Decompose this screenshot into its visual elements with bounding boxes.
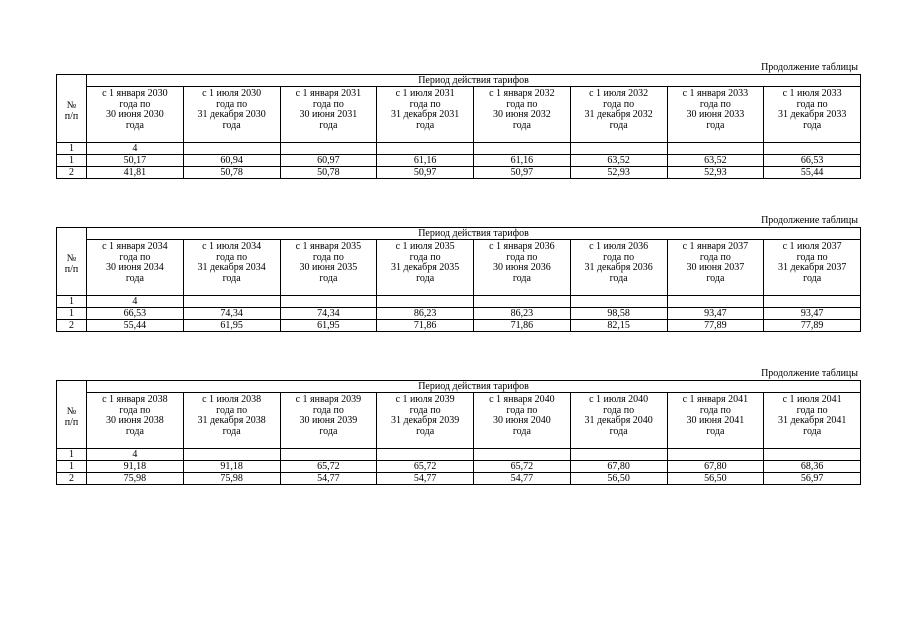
tariff-value-cell: 61,16 — [474, 155, 571, 167]
period-line: 31 декабря 2031 — [390, 109, 460, 120]
tariff-value-cell: 65,72 — [377, 461, 474, 473]
period-line: года — [222, 119, 241, 131]
number-column-header-label: № п/п — [64, 253, 79, 275]
index-cell — [280, 143, 377, 155]
number-column-header-label: № п/п — [64, 100, 79, 122]
period-line: года — [803, 119, 822, 131]
period-line: с 1 января 2041 — [682, 394, 749, 405]
period-line: с 1 января 2035 — [295, 241, 362, 252]
tariff-value-cell: 93,47 — [667, 308, 764, 320]
tariff-value-cell: 74,34 — [280, 308, 377, 320]
period-line: 31 декабря 2032 — [584, 109, 653, 120]
tariff-table-block — [56, 368, 860, 485]
tariff-value-cell: 86,23 — [474, 308, 571, 320]
tariff-value-cell: 86,23 — [377, 308, 474, 320]
index-cell — [764, 296, 861, 308]
tariff-value-cell: 41,81 — [87, 167, 184, 179]
period-line: 30 июня 2039 — [299, 415, 358, 426]
period-line: года по — [312, 251, 344, 263]
period-line: года по — [699, 98, 731, 110]
period-header: Период действия тарифов — [87, 75, 861, 87]
tariff-value-cell: 54,77 — [377, 473, 474, 485]
period-line: года — [125, 272, 144, 284]
period-line: 30 июня 2037 — [686, 262, 745, 273]
period-line: года по — [312, 404, 344, 416]
period-line: года — [609, 425, 628, 437]
period-line: 31 декабря 2039 — [390, 415, 460, 426]
index-cell — [474, 449, 571, 461]
tariff-value-cell: 52,93 — [667, 167, 764, 179]
table-row — [57, 473, 861, 485]
period-line: с 1 июля 2030 — [202, 88, 262, 99]
tariff-value-cell: 61,95 — [280, 320, 377, 332]
tariff-value-cell: 65,72 — [474, 461, 571, 473]
continuation-label: Продолжение таблицы — [761, 215, 858, 226]
period-cell — [474, 393, 571, 449]
period-cell — [667, 393, 764, 449]
period-header: Период действия тарифов — [87, 381, 861, 393]
index-cell: 4 — [87, 296, 184, 308]
period-cell — [377, 393, 474, 449]
period-line: 31 декабря 2033 — [777, 109, 847, 120]
tariff-value-cell: 56,50 — [667, 473, 764, 485]
tariff-table-block — [56, 215, 860, 332]
period-row — [57, 240, 861, 296]
index-cell: 4 — [87, 143, 184, 155]
period-line: года — [512, 425, 531, 437]
number-column-header-label: № п/п — [64, 406, 79, 428]
period-line: с 1 июля 2032 — [589, 88, 649, 99]
period-line: года — [803, 272, 822, 284]
period-line: с 1 января 2040 — [489, 394, 555, 405]
continuation-label: Продолжение таблицы — [761, 368, 858, 379]
period-cell — [764, 240, 861, 296]
row-number-cell: 2 — [57, 320, 87, 332]
period-cell — [87, 87, 184, 143]
index-cell — [377, 449, 474, 461]
period-line: 31 декабря 2036 — [584, 262, 653, 273]
period-line: года по — [119, 404, 151, 416]
period-line: с 1 июля 2040 — [589, 394, 649, 405]
header-row — [57, 381, 861, 393]
period-cell — [183, 393, 280, 449]
period-line: с 1 июля 2031 — [395, 88, 455, 99]
period-line: 30 июня 2040 — [492, 415, 551, 426]
period-line: 30 июня 2038 — [105, 415, 164, 426]
period-cell — [570, 393, 667, 449]
period-row — [57, 393, 861, 449]
row-number-cell: 1 — [57, 308, 87, 320]
index-row — [57, 143, 861, 155]
period-cell — [377, 87, 474, 143]
period-cell — [280, 393, 377, 449]
period-line: года — [609, 119, 628, 131]
period-line: 30 июня 2034 — [105, 262, 164, 273]
tariff-value-cell: 98,58 — [570, 308, 667, 320]
tariff-value-cell: 77,89 — [764, 320, 861, 332]
index-cell — [183, 449, 280, 461]
index-cell — [667, 143, 764, 155]
table-row — [57, 167, 861, 179]
period-line: года — [319, 119, 338, 131]
tariff-table — [56, 227, 861, 332]
row-number-cell: 1 — [57, 461, 87, 473]
index-cell — [570, 143, 667, 155]
index-cell — [377, 296, 474, 308]
period-line: с 1 января 2032 — [489, 88, 555, 99]
period-line: года — [222, 272, 241, 284]
tariff-value-cell: 61,95 — [183, 320, 280, 332]
tariff-value-cell: 63,52 — [570, 155, 667, 167]
tariff-value-cell: 61,16 — [377, 155, 474, 167]
tariff-value-cell: 50,97 — [474, 167, 571, 179]
period-line: 31 декабря 2037 — [777, 262, 847, 273]
period-line: года по — [119, 98, 151, 110]
period-cell — [667, 87, 764, 143]
period-line: года — [416, 119, 435, 131]
period-cell — [474, 240, 571, 296]
period-line: 30 июня 2036 — [492, 262, 551, 273]
tariff-value-cell: 67,80 — [667, 461, 764, 473]
period-line: с 1 июля 2033 — [782, 88, 842, 99]
period-line: года по — [796, 404, 828, 416]
tariff-value-cell: 65,72 — [280, 461, 377, 473]
index-cell — [280, 449, 377, 461]
number-column-header — [57, 75, 87, 143]
period-line: года — [512, 272, 531, 284]
tariff-value-cell: 60,94 — [183, 155, 280, 167]
index-cell — [474, 296, 571, 308]
index-cell — [570, 449, 667, 461]
period-line: года — [319, 272, 338, 284]
period-line: с 1 января 2031 — [295, 88, 362, 99]
index-cell — [667, 449, 764, 461]
tariff-value-cell: 52,93 — [570, 167, 667, 179]
tariff-value-cell: 54,77 — [280, 473, 377, 485]
index-cell — [183, 143, 280, 155]
period-line: 30 июня 2031 — [299, 109, 358, 120]
period-line: года по — [603, 98, 635, 110]
index-cell — [570, 296, 667, 308]
period-line: с 1 июля 2038 — [202, 394, 262, 405]
tariff-value-cell: 56,50 — [570, 473, 667, 485]
table-row — [57, 308, 861, 320]
period-line: года — [125, 119, 144, 131]
period-header: Период действия тарифов — [87, 228, 861, 240]
period-cell — [764, 87, 861, 143]
period-cell — [280, 87, 377, 143]
period-cell — [474, 87, 571, 143]
period-line: года — [319, 425, 338, 437]
period-line: 30 июня 2035 — [299, 262, 358, 273]
index-cell — [764, 143, 861, 155]
tariff-table-block — [56, 62, 860, 179]
period-line: года по — [506, 251, 538, 263]
period-line: года по — [603, 251, 635, 263]
period-line: года по — [119, 251, 151, 263]
period-line: года — [706, 272, 725, 284]
period-line: года — [609, 272, 628, 284]
period-line: 31 декабря 2035 — [390, 262, 460, 273]
period-line: года — [416, 425, 435, 437]
tariff-value-cell: 71,86 — [474, 320, 571, 332]
period-cell — [183, 240, 280, 296]
period-line: года по — [506, 98, 538, 110]
index-cell — [280, 296, 377, 308]
tariff-value-cell: 91,18 — [183, 461, 280, 473]
period-cell — [183, 87, 280, 143]
index-cell — [764, 449, 861, 461]
tariff-table — [56, 380, 861, 485]
period-line: с 1 января 2030 — [102, 88, 168, 99]
period-line: 30 июня 2033 — [686, 109, 745, 120]
period-cell — [377, 240, 474, 296]
period-line: года — [512, 119, 531, 131]
row-number-cell: 2 — [57, 167, 87, 179]
tariff-value-cell: 55,44 — [764, 167, 861, 179]
row-number-cell: 2 — [57, 473, 87, 485]
period-line: года по — [796, 98, 828, 110]
index-cell: 1 — [57, 296, 87, 308]
tariff-value-cell: 82,15 — [570, 320, 667, 332]
period-line: с 1 января 2037 — [682, 241, 749, 252]
tariff-value-cell: 67,80 — [570, 461, 667, 473]
tariff-value-cell: 91,18 — [87, 461, 184, 473]
period-line: года — [706, 425, 725, 437]
tariff-value-cell: 56,97 — [764, 473, 861, 485]
period-line: года по — [603, 404, 635, 416]
period-line: года по — [409, 251, 441, 263]
header-row — [57, 228, 861, 240]
index-cell — [183, 296, 280, 308]
index-cell: 1 — [57, 143, 87, 155]
period-row — [57, 87, 861, 143]
tariff-value-cell: 77,89 — [667, 320, 764, 332]
period-line: года по — [699, 251, 731, 263]
period-cell — [570, 240, 667, 296]
period-line: 31 декабря 2038 — [197, 415, 266, 426]
index-row — [57, 449, 861, 461]
period-line: года по — [312, 98, 344, 110]
period-line: года по — [216, 404, 248, 416]
period-line: с 1 января 2038 — [102, 394, 168, 405]
index-cell: 4 — [87, 449, 184, 461]
tariff-value-cell: 55,44 — [87, 320, 184, 332]
tariff-value-cell: 71,86 — [377, 320, 474, 332]
period-line: с 1 июля 2037 — [782, 241, 842, 252]
period-line: с 1 июля 2035 — [395, 241, 455, 252]
period-line: года по — [506, 404, 538, 416]
period-line: года по — [216, 251, 248, 263]
period-line: с 1 июля 2039 — [395, 394, 455, 405]
period-line: 31 декабря 2030 — [197, 109, 266, 120]
tariff-value-cell: 54,77 — [474, 473, 571, 485]
row-number-cell: 1 — [57, 155, 87, 167]
period-line: с 1 января 2039 — [295, 394, 362, 405]
period-cell — [280, 240, 377, 296]
continuation-label: Продолжение таблицы — [761, 62, 858, 73]
tariff-value-cell: 66,53 — [764, 155, 861, 167]
index-row — [57, 296, 861, 308]
period-line: с 1 июля 2036 — [589, 241, 649, 252]
period-line: 31 декабря 2041 — [777, 415, 847, 426]
period-cell — [667, 240, 764, 296]
index-cell — [474, 143, 571, 155]
period-line: 31 декабря 2040 — [584, 415, 653, 426]
period-line: с 1 июля 2034 — [202, 241, 262, 252]
period-line: года по — [796, 251, 828, 263]
number-column-header — [57, 381, 87, 449]
period-line: года по — [409, 404, 441, 416]
period-line: года — [706, 119, 725, 131]
period-line: года по — [699, 404, 731, 416]
tariff-value-cell: 63,52 — [667, 155, 764, 167]
tariff-table — [56, 74, 861, 179]
table-row — [57, 320, 861, 332]
period-cell — [87, 393, 184, 449]
period-line: года по — [216, 98, 248, 110]
tariff-value-cell: 50,97 — [377, 167, 474, 179]
table-row — [57, 461, 861, 473]
index-cell: 1 — [57, 449, 87, 461]
index-cell — [667, 296, 764, 308]
period-line: 30 июня 2030 — [105, 109, 164, 120]
period-line: года — [222, 425, 241, 437]
period-cell — [570, 87, 667, 143]
tariff-value-cell: 74,34 — [183, 308, 280, 320]
period-line: 30 июня 2041 — [686, 415, 745, 426]
tariff-value-cell: 50,78 — [280, 167, 377, 179]
period-cell — [764, 393, 861, 449]
period-line: года — [803, 425, 822, 437]
period-line: 30 июня 2032 — [492, 109, 551, 120]
period-line: года по — [409, 98, 441, 110]
tariff-value-cell: 75,98 — [183, 473, 280, 485]
table-row — [57, 155, 861, 167]
tariff-value-cell: 50,78 — [183, 167, 280, 179]
period-line: года — [416, 272, 435, 284]
tariff-value-cell: 60,97 — [280, 155, 377, 167]
period-line: с 1 января 2034 — [102, 241, 168, 252]
period-line: с 1 января 2036 — [489, 241, 555, 252]
index-cell — [377, 143, 474, 155]
tariff-value-cell: 66,53 — [87, 308, 184, 320]
tariff-value-cell: 75,98 — [87, 473, 184, 485]
tariff-value-cell: 50,17 — [87, 155, 184, 167]
period-cell — [87, 240, 184, 296]
period-line: с 1 января 2033 — [682, 88, 749, 99]
period-line: с 1 июля 2041 — [782, 394, 842, 405]
period-line: года — [125, 425, 144, 437]
number-column-header — [57, 228, 87, 296]
tariff-value-cell: 93,47 — [764, 308, 861, 320]
header-row — [57, 75, 861, 87]
period-line: 31 декабря 2034 — [197, 262, 266, 273]
tariff-value-cell: 68,36 — [764, 461, 861, 473]
